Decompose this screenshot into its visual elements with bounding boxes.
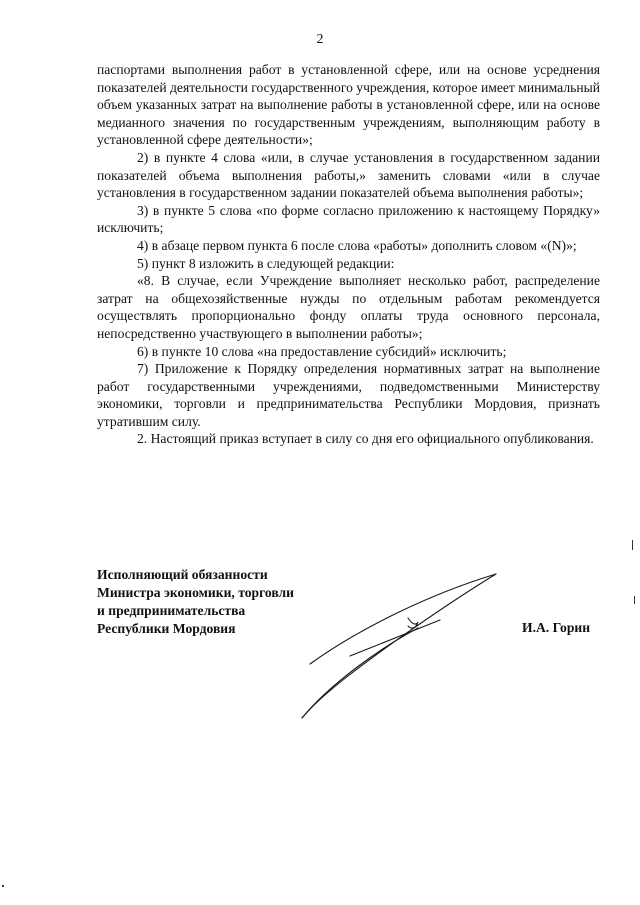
signatory-title-line: Республики Мордовия [97, 621, 236, 636]
scan-artifact [632, 540, 633, 550]
paragraph: 2. Настоящий приказ вступает в силу со дня его официального опубликования. [137, 431, 594, 447]
signatory-title [97, 566, 294, 638]
page-number: 2 [316, 32, 324, 47]
scan-artifact [2, 885, 4, 887]
scan-artifact [634, 596, 635, 604]
paragraph: «8. В случае, если Учреждение выполняет несколько работ, распределение затрат на общехозяйственные нужды по отдельным работам рекомендуется осуществлять пропорционально фонду оплаты труда основного персонала, непосредственно участвующего в выполнении работы»; [97, 273, 600, 341]
signatory-name: И.А. Горин [522, 620, 591, 635]
document-body [97, 61, 600, 448]
paragraph: 7) Приложение к Порядку определения нормативных затрат на выполнение работ государственными учреждениями, подведомственными Министерству экономики, торговли и предпринимательства Республики Мордовия, признать утратившим силу. [97, 361, 600, 429]
paragraph: 2) в пункте 4 слова «или, в случае установления в государственном задании показателей объема выполнения работы,» заменить словами «или в случае установления в государственном задании показателей объема выполнения работы»; [97, 149, 600, 201]
paragraph: 5) пункт 8 изложить в следующей редакции: [137, 255, 395, 271]
paragraph: паспортами выполнения работ в установленной сфере, или на основе усреднения показателей деятельности государственного учреждения, которое имеет минимальный объем указанных затрат на выполнение работы в установленной сфере, или на основе медианного значения по государственным учреждениям, выполняющим работу в установленной сфере деятельности»; [97, 62, 601, 148]
handwritten-signature [290, 566, 510, 726]
signatory-title-line: Исполняющий обязанности [97, 567, 268, 582]
paragraph: 6) в пункте 10 слова «на предоставление субсидий» исключить; [137, 343, 507, 359]
paragraph: 4) в абзаце первом пункта 6 после слова «работы» дополнить словом «(N)»; [137, 237, 577, 253]
paragraph: 3) в пункте 5 слова «по форме согласно приложению к настоящему Порядку» исключить; [97, 202, 600, 236]
signatory-title-line: Министра экономики, торговли [97, 585, 294, 600]
signatory-title-line: и предпринимательства [97, 603, 246, 618]
